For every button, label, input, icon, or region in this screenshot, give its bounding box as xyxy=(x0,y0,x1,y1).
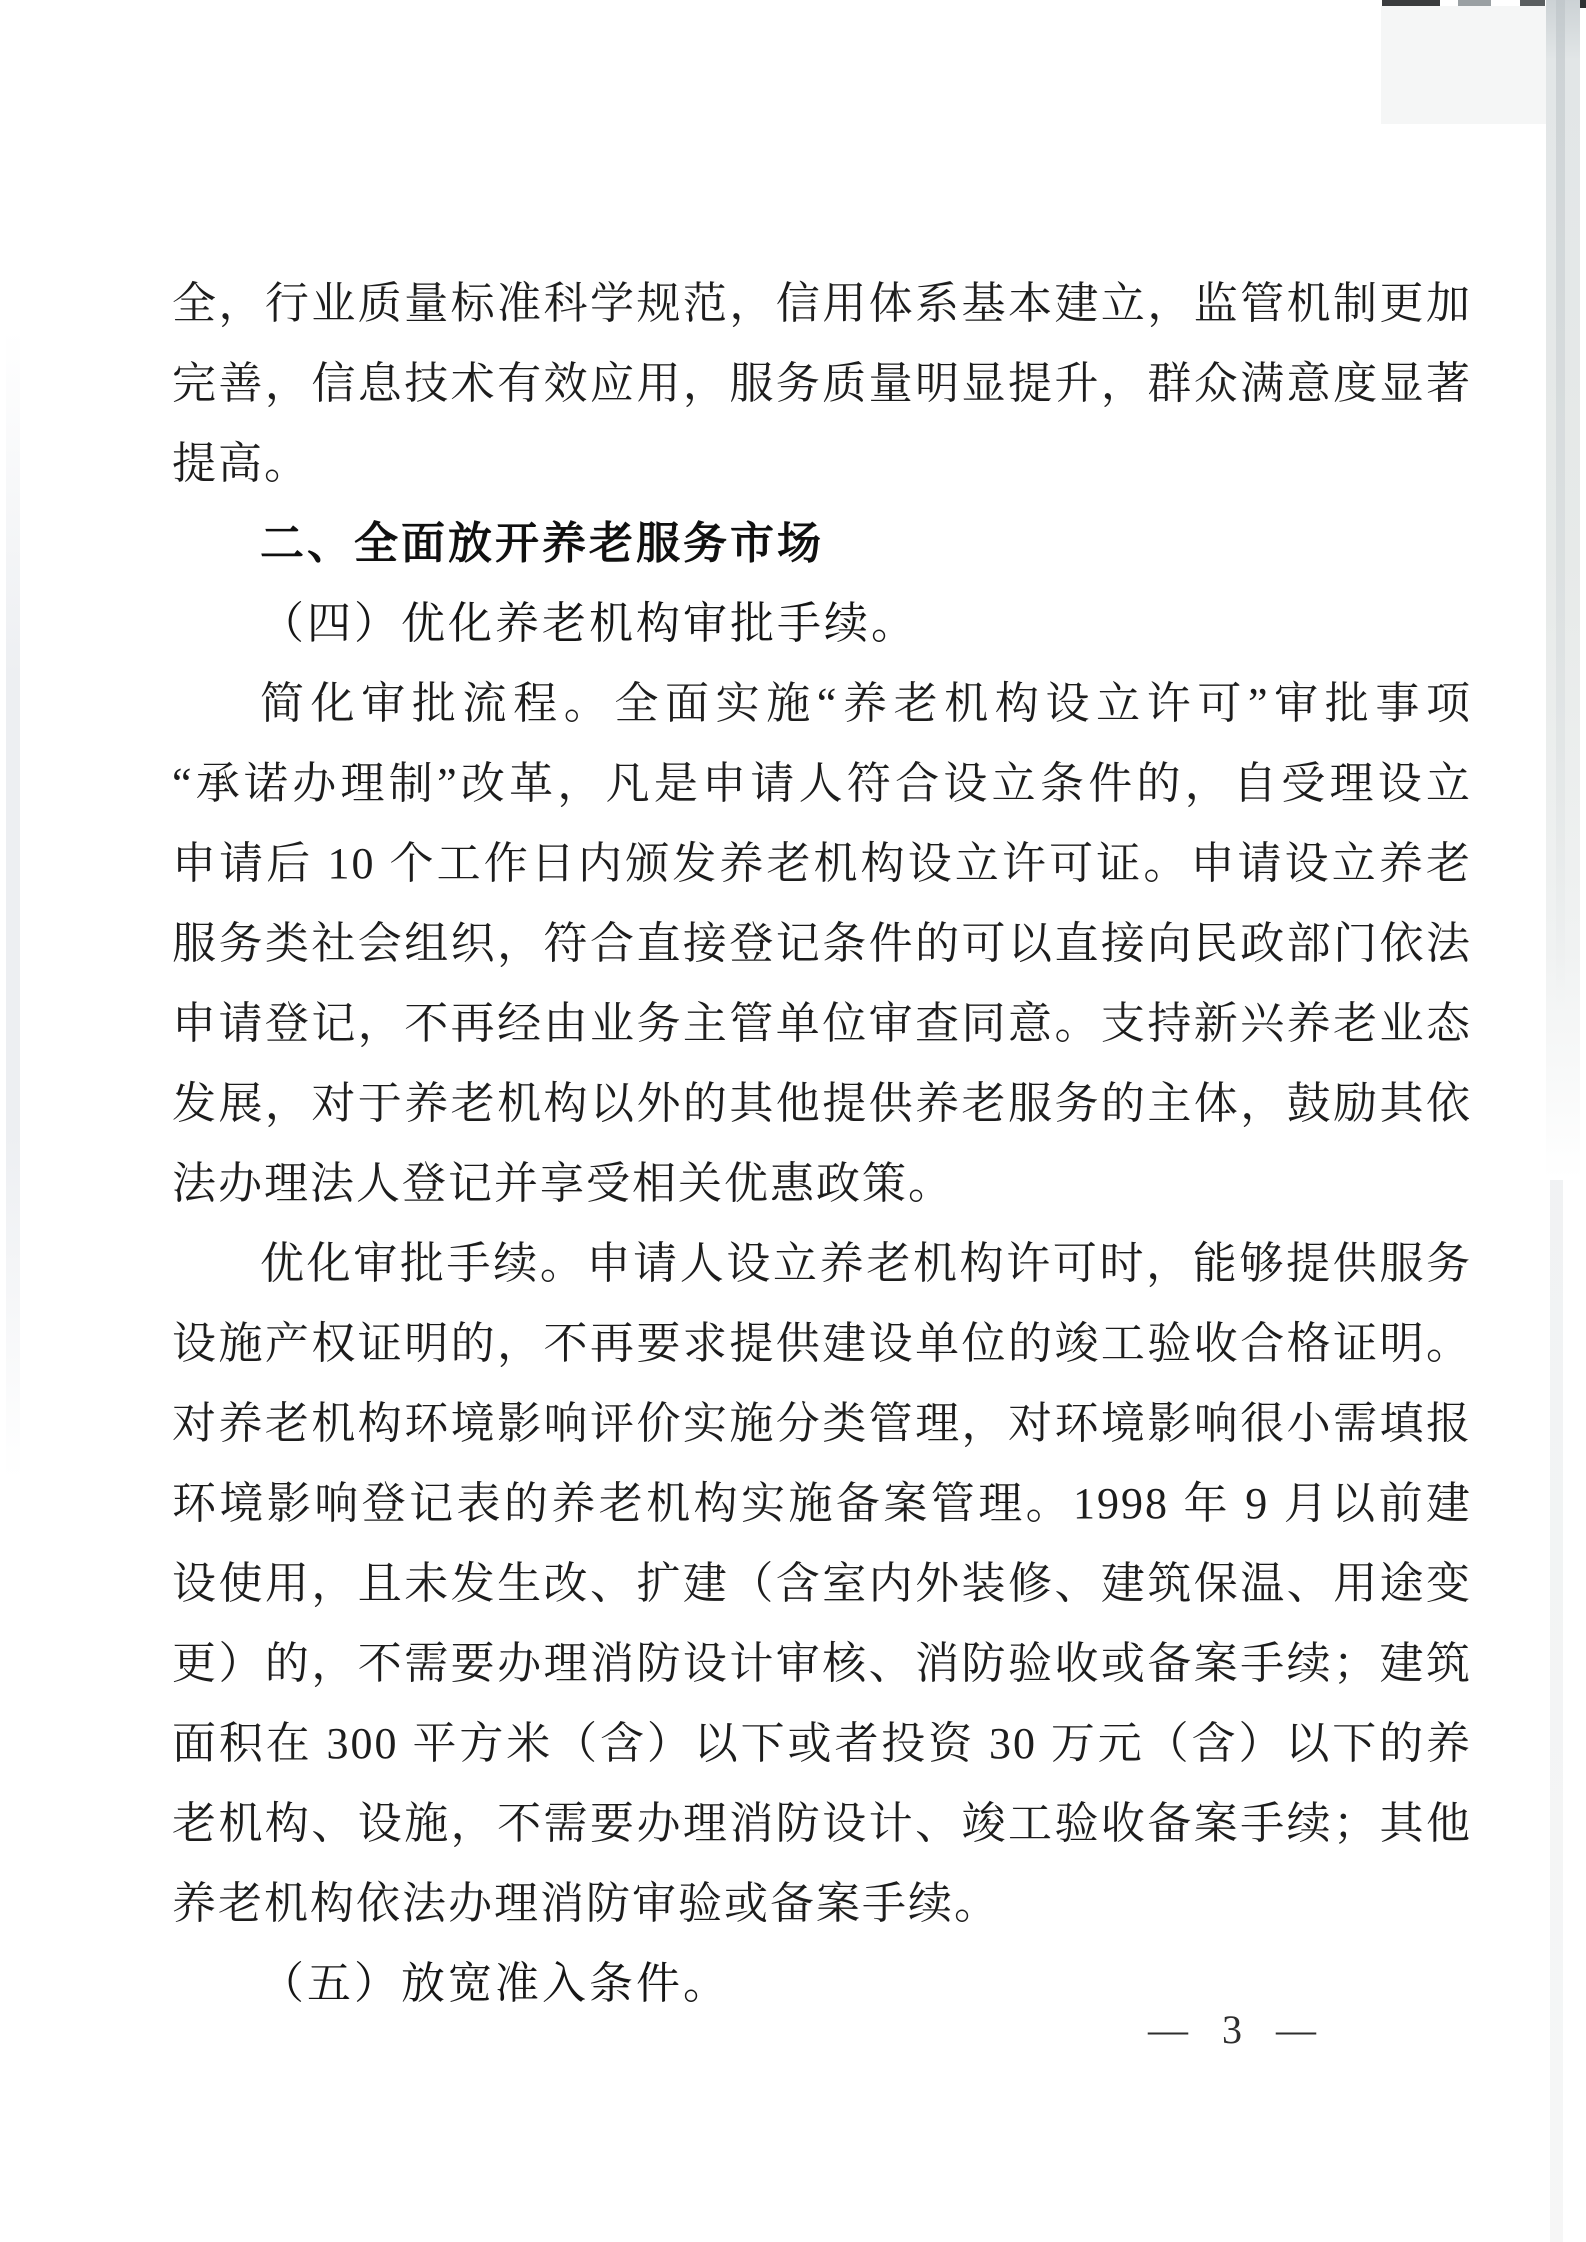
document-line: 优化审批手续。申请人设立养老机构许可时，能够提供服务 xyxy=(260,1239,1472,1288)
document-line: 更）的，不需要办理消防设计审核、消防验收或备案手续；建筑 xyxy=(172,1639,1472,1688)
scan-artifact-top-dash xyxy=(1382,0,1440,7)
document-line: （四）优化养老机构审批手续。 xyxy=(260,599,918,648)
document-line: 面积在 300 平方米（含）以下或者投资 30 万元（含）以下的养 xyxy=(172,1719,1472,1768)
document-line: 法办理法人登记并享受相关优惠政策。 xyxy=(172,1159,954,1208)
document-line: （五）放宽准入条件。 xyxy=(260,1959,730,2008)
document-line: 简化审批流程。全面实施“养老机构设立许可”审批事项 xyxy=(260,679,1472,728)
scan-artifact-right-edge-shadow xyxy=(1546,0,1580,1180)
scan-artifact-right-edge-line xyxy=(1556,0,1565,1010)
document-line: 完善，信息技术有效应用，服务质量明显提升，群众满意度显著 xyxy=(172,359,1472,408)
document-text-block xyxy=(172,264,1472,2024)
document-line: 全，行业质量标准科学规范，信用体系基本建立，监管机制更加 xyxy=(172,279,1472,328)
document-line: 发展，对于养老机构以外的其他提供养老服务的主体，鼓励其依 xyxy=(172,1079,1472,1128)
document-line: 提高。 xyxy=(172,439,310,488)
document-line: 二、全面放开养老服务市场 xyxy=(260,519,824,568)
document-line: 服务类社会组织，符合直接登记条件的可以直接向民政部门依法 xyxy=(172,919,1472,968)
document-line: 设使用，且未发生改、扩建（含室内外装修、建筑保温、用途变 xyxy=(172,1559,1472,1608)
document-line: 设施产权证明的，不再要求提供建设单位的竣工验收合格证明。 xyxy=(172,1319,1472,1368)
document-line: 养老机构依法办理消防审验或备案手续。 xyxy=(172,1879,1000,1928)
document-line: 申请登记，不再经由业务主管单位审查同意。支持新兴养老业态 xyxy=(172,999,1472,1048)
scan-artifact-right-edge-shadow-lower xyxy=(1550,1180,1563,2242)
scan-artifact-left-streak xyxy=(6,330,20,1480)
document-line: 对养老机构环境影响评价实施分类管理，对环境影响很小需填报 xyxy=(172,1399,1472,1448)
page-number: — 3 — xyxy=(1148,2007,1320,2052)
document-line: 老机构、设施，不需要办理消防设计、竣工验收备案手续；其他 xyxy=(172,1799,1472,1848)
document-line: “承诺办理制”改革，凡是申请人符合设立条件的，自受理设立 xyxy=(172,759,1472,808)
scan-artifact-corner-shade xyxy=(1381,6,1547,124)
document-line: 环境影响登记表的养老机构实施备案管理。1998 年 9 月以前建 xyxy=(172,1479,1472,1528)
scan-artifact-top-dash xyxy=(1560,0,1586,8)
scan-artifact-top-dash xyxy=(1520,0,1545,6)
document-line: 申请后 10 个工作日内颁发养老机构设立许可证。申请设立养老 xyxy=(172,839,1472,888)
scan-artifact-top-dash xyxy=(1458,0,1491,6)
